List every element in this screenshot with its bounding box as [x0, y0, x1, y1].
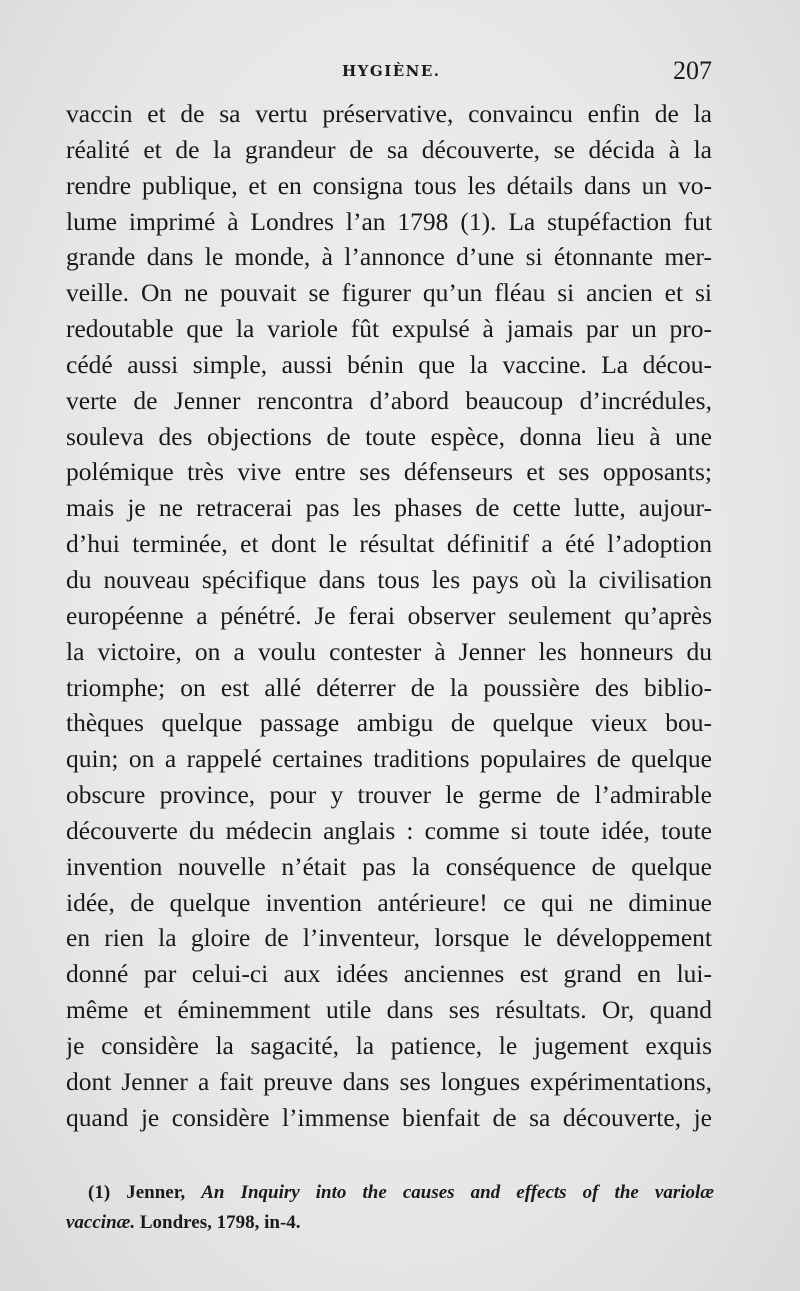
- text-line: veille. On ne pouvait se figurer qu’un fléau si ancien et si: [66, 278, 712, 308]
- text-line: donné par celui-ci aux idées anciennes est grand en lui-: [66, 959, 712, 989]
- text-line: dont Jenner a fait preuve dans ses longues expérimentations,: [66, 1066, 712, 1096]
- text-line: obscure province, pour y trouver le germe de l’admirable: [66, 780, 712, 810]
- text-line: même et éminemment utile dans ses résultats. Or, quand: [66, 995, 712, 1025]
- text-line: en rien la gloire de l’inventeur, lorsque le développement: [66, 923, 712, 953]
- footnote-title: An Inquiry into the causes and effects of the variolæ: [201, 1182, 715, 1203]
- text-line: invention nouvelle n’était pas la conséquence de quelque: [66, 851, 712, 881]
- text-line: d’hui terminée, et dont le résultat définitif a été l’adoption: [66, 529, 712, 559]
- text-line: mais je ne retracerai pas les phases de cette lutte, aujour-: [66, 493, 712, 523]
- text-line: rendre publique, et en consigna tous les détails dans un vo-: [66, 170, 712, 200]
- footnote: [66, 1178, 714, 1238]
- text-line: polémique très vive entre ses défenseurs et ses opposants;: [66, 457, 712, 487]
- footnote-title-continued: vaccinæ.: [66, 1212, 136, 1233]
- text-line: du nouveau spécifique dans tous les pays où la civilisation: [66, 564, 712, 594]
- text-line: vaccin et de sa vertu préservative, convaincu enfin de la: [66, 99, 712, 128]
- text-line: quand je considère l’immense bienfait de sa découverte, je: [66, 1102, 712, 1132]
- text-line: découverte du médecin anglais : comme si toute idée, toute: [66, 815, 712, 845]
- text-line: verte de Jenner rencontra d’abord beaucoup d’incrédules,: [66, 385, 712, 415]
- running-title: HYGIÈNE.: [342, 62, 441, 80]
- text-line: je considère la sagacité, la patience, le jugement exquis: [66, 1030, 712, 1060]
- page-number: 207: [673, 56, 712, 85]
- body-text: [66, 96, 712, 1135]
- footnote-line: [66, 1178, 714, 1208]
- text-line: la victoire, on a voulu contester à Jenner les honneurs du: [66, 636, 712, 666]
- text-line: idée, de quelque invention antérieure! ce qui ne diminue: [66, 887, 712, 917]
- footnote-marker: (1) Jenner,: [88, 1182, 186, 1203]
- text-line: souleva des objections de toute espèce, donna lieu à une: [66, 421, 712, 451]
- text-line: quin; on a rappelé certaines traditions populaires de quelque: [66, 744, 712, 774]
- text-line: thèques quelque passage ambigu de quelque vieux bou-: [66, 708, 712, 738]
- footnote-publication: Londres, 1798, in-4.: [139, 1212, 301, 1233]
- text-line: redoutable que la variole fût expulsé à jamais par un pro-: [66, 314, 712, 344]
- text-line: lume imprimé à Londres l’an 1798 (1). La stupéfaction fut: [66, 206, 712, 236]
- text-line: grande dans le monde, à l’annonce d’une si étonnante mer-: [66, 242, 712, 272]
- footnote-line: [66, 1208, 714, 1238]
- text-line: triomphe; on est allé déterrer de la poussière des biblio-: [66, 672, 712, 702]
- page-header: [66, 58, 712, 90]
- text-line: cédé aussi simple, aussi bénin que la vaccine. La décou-: [66, 349, 712, 379]
- text-line: européenne a pénétré. Je ferai observer seulement qu’après: [66, 600, 712, 630]
- text-line: réalité et de la grandeur de sa découverte, se décida à la: [66, 134, 712, 164]
